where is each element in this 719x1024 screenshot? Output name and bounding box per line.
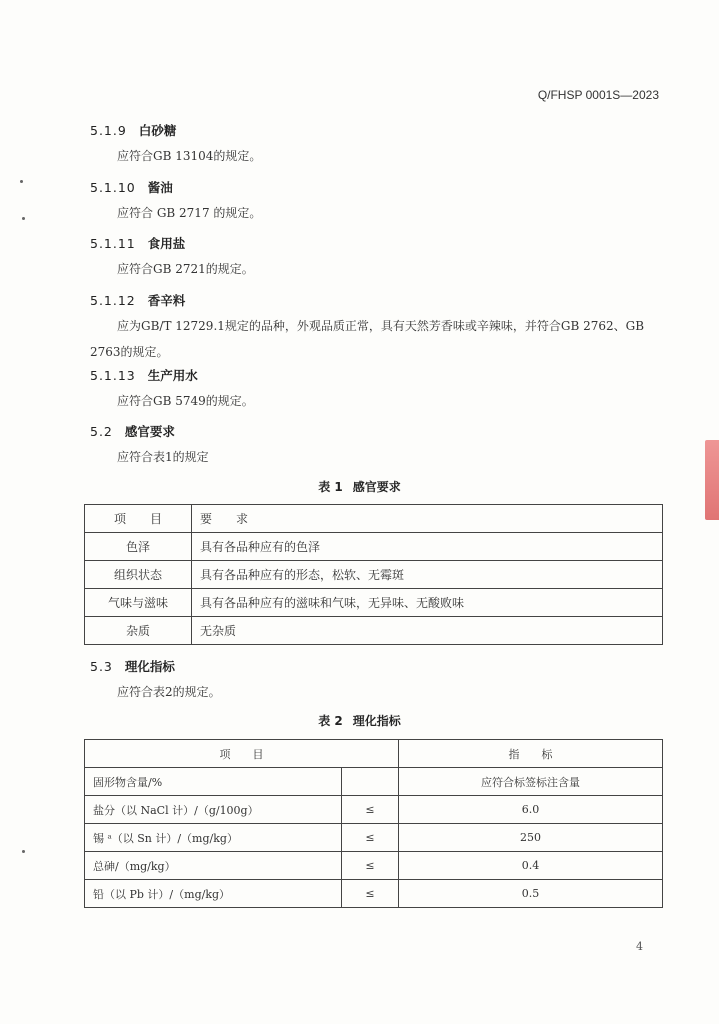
table-row bbox=[85, 880, 663, 908]
table-cell: 气味与滋味 bbox=[85, 589, 192, 617]
table-sensory-requirements bbox=[84, 504, 663, 645]
section-heading-5-1-11: 5.1.11 食用盐 bbox=[90, 236, 186, 251]
table-header-row bbox=[85, 505, 663, 533]
table-cell: 应符合标签标注含量 bbox=[399, 768, 663, 796]
table-cell: 6.0 bbox=[399, 796, 663, 824]
table-cell: 0.5 bbox=[399, 880, 663, 908]
table-cell: 具有各品种应有的形态，松软、无霉斑 bbox=[192, 561, 663, 589]
section-text-5-3: 应符合表2的规定。 bbox=[117, 685, 221, 699]
table-header-requirement: 要 求 bbox=[192, 505, 663, 533]
table-cell: 铅（以 Pb 计）/（mg/kg） bbox=[85, 880, 342, 908]
page-number: 4 bbox=[636, 940, 643, 953]
section-text-5-1-11: 应符合GB 2721的规定。 bbox=[117, 262, 254, 276]
scan-speck bbox=[20, 180, 23, 183]
document-code: Q/FHSP 0001S—2023 bbox=[537, 88, 659, 102]
table-cell-operator: ≤ bbox=[342, 824, 399, 852]
table-cell: 盐分（以 NaCl 计）/（g/100g） bbox=[85, 796, 342, 824]
table2-caption: 表 2 理化指标 bbox=[318, 714, 401, 728]
table-row bbox=[85, 824, 663, 852]
table-cell: 锡 ᵃ（以 Sn 计）/（mg/kg） bbox=[85, 824, 342, 852]
table-cell: 具有各品种应有的色泽 bbox=[192, 533, 663, 561]
table-cell: 组织状态 bbox=[85, 561, 192, 589]
section-text-5-1-12: 应为GB/T 12729.1规定的品种，外观品质正常，具有天然芳香味或辛辣味，并符合GB 2762、GB 2763的规定。 bbox=[90, 319, 645, 359]
table-cell: 固形物含量/% bbox=[85, 768, 342, 796]
table-header-item: 项 目 bbox=[85, 505, 192, 533]
table-row bbox=[85, 561, 663, 589]
table-cell: 具有各品种应有的滋味和气味，无异味、无酸败味 bbox=[192, 589, 663, 617]
table-cell: 0.4 bbox=[399, 852, 663, 880]
table-physicochemical-indicators bbox=[84, 739, 663, 908]
table-cell: 无杂质 bbox=[192, 617, 663, 645]
scan-speck bbox=[22, 217, 25, 220]
table1-caption: 表 1 感官要求 bbox=[318, 480, 401, 494]
table-header-item: 项 目 bbox=[85, 740, 399, 768]
table-cell-operator: ≤ bbox=[342, 796, 399, 824]
table-cell: 杂质 bbox=[85, 617, 192, 645]
table-cell: 总砷/（mg/kg） bbox=[85, 852, 342, 880]
section-heading-5-2: 5.2 感官要求 bbox=[90, 424, 175, 439]
section-heading-5-3: 5.3 理化指标 bbox=[90, 659, 175, 674]
table-cell: 250 bbox=[399, 824, 663, 852]
section-heading-5-1-10: 5.1.10 酱油 bbox=[90, 180, 173, 195]
table-cell-operator: ≤ bbox=[342, 880, 399, 908]
table-cell: 色泽 bbox=[85, 533, 192, 561]
table-row bbox=[85, 768, 663, 796]
table-cell-operator: ≤ bbox=[342, 852, 399, 880]
table-row bbox=[85, 796, 663, 824]
section-text-5-2: 应符合表1的规定 bbox=[117, 450, 209, 464]
table-row bbox=[85, 852, 663, 880]
section-text-5-1-10: 应符合 GB 2717 的规定。 bbox=[117, 206, 262, 220]
section-heading-5-1-9: 5.1.9 白砂糖 bbox=[90, 123, 177, 138]
section-heading-5-1-12: 5.1.12 香辛料 bbox=[90, 293, 186, 308]
section-text-5-1-9: 应符合GB 13104的规定。 bbox=[117, 149, 262, 163]
table-cell-operator bbox=[342, 768, 399, 796]
scan-speck bbox=[22, 850, 25, 853]
table-header-row bbox=[85, 740, 663, 768]
table-row bbox=[85, 617, 663, 645]
section-heading-5-1-13: 5.1.13 生产用水 bbox=[90, 368, 198, 383]
table-row bbox=[85, 533, 663, 561]
seal-stamp-edge bbox=[705, 440, 719, 520]
table-header-indicator: 指 标 bbox=[399, 740, 663, 768]
table-row bbox=[85, 589, 663, 617]
section-text-5-1-13: 应符合GB 5749的规定。 bbox=[117, 394, 254, 408]
